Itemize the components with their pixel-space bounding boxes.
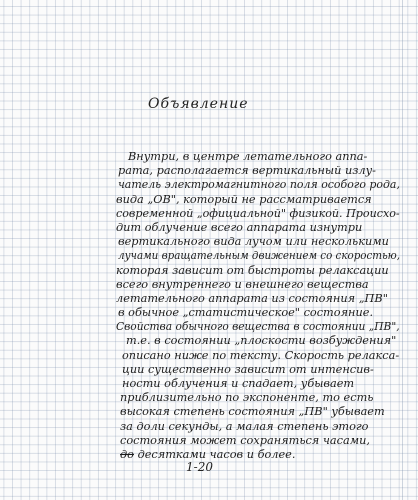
text-line: за доли секунды, а малая степень этого <box>120 419 369 433</box>
text-line: рата, располагается вертикальный излу- <box>118 164 376 178</box>
page-number: 1-20 <box>186 460 213 474</box>
text-line: лучами вращательным движением со скоростью, <box>118 249 401 263</box>
text-line: ции существенно зависит от интенсив- <box>122 362 374 376</box>
text-line: высокая степень состояния „ПВ" убывает <box>120 405 385 419</box>
text-line: чатель электромагнитного поля особого рода, <box>118 178 400 192</box>
text-line: ности облучения и спадает, убывает <box>122 377 355 391</box>
text-line: т.е. в состоянии „плоскости возбуждения" <box>126 334 397 348</box>
text-line: в обычное „статистическое" состояние. <box>118 306 374 320</box>
text-line: состояния может сохраняться часами, <box>120 433 370 447</box>
document-title: Объявление <box>148 96 249 112</box>
text-line: вида „ОВ", который не рассматривается <box>116 192 372 206</box>
text-line: всего внутреннего и внешнего вещества <box>116 277 369 291</box>
text-line-rest: десятками часов и более. <box>137 448 296 461</box>
text-line: Свойства обычного вещества в состоянии „ПВ", <box>116 320 400 334</box>
text-line: современной „официальной" физикой. Происхо- <box>116 206 400 220</box>
page-margin-line <box>402 0 403 500</box>
struck-word: до <box>120 448 134 461</box>
text-line: Внутри, в центре летательного аппа- <box>128 150 368 163</box>
text-line: приблизительно по экспоненте, то есть <box>120 391 374 405</box>
text-line: дит облучение всего аппарата изнутри <box>116 220 363 234</box>
text-line: описано ниже по тексту. Скорость релакса- <box>122 348 400 362</box>
text-line: которая зависит от быстроты релаксации <box>116 263 389 277</box>
text-line: вертикального вида лучом или несколькими <box>118 235 389 249</box>
text-line: летательного аппарата из состояния „ПВ" <box>116 291 388 305</box>
